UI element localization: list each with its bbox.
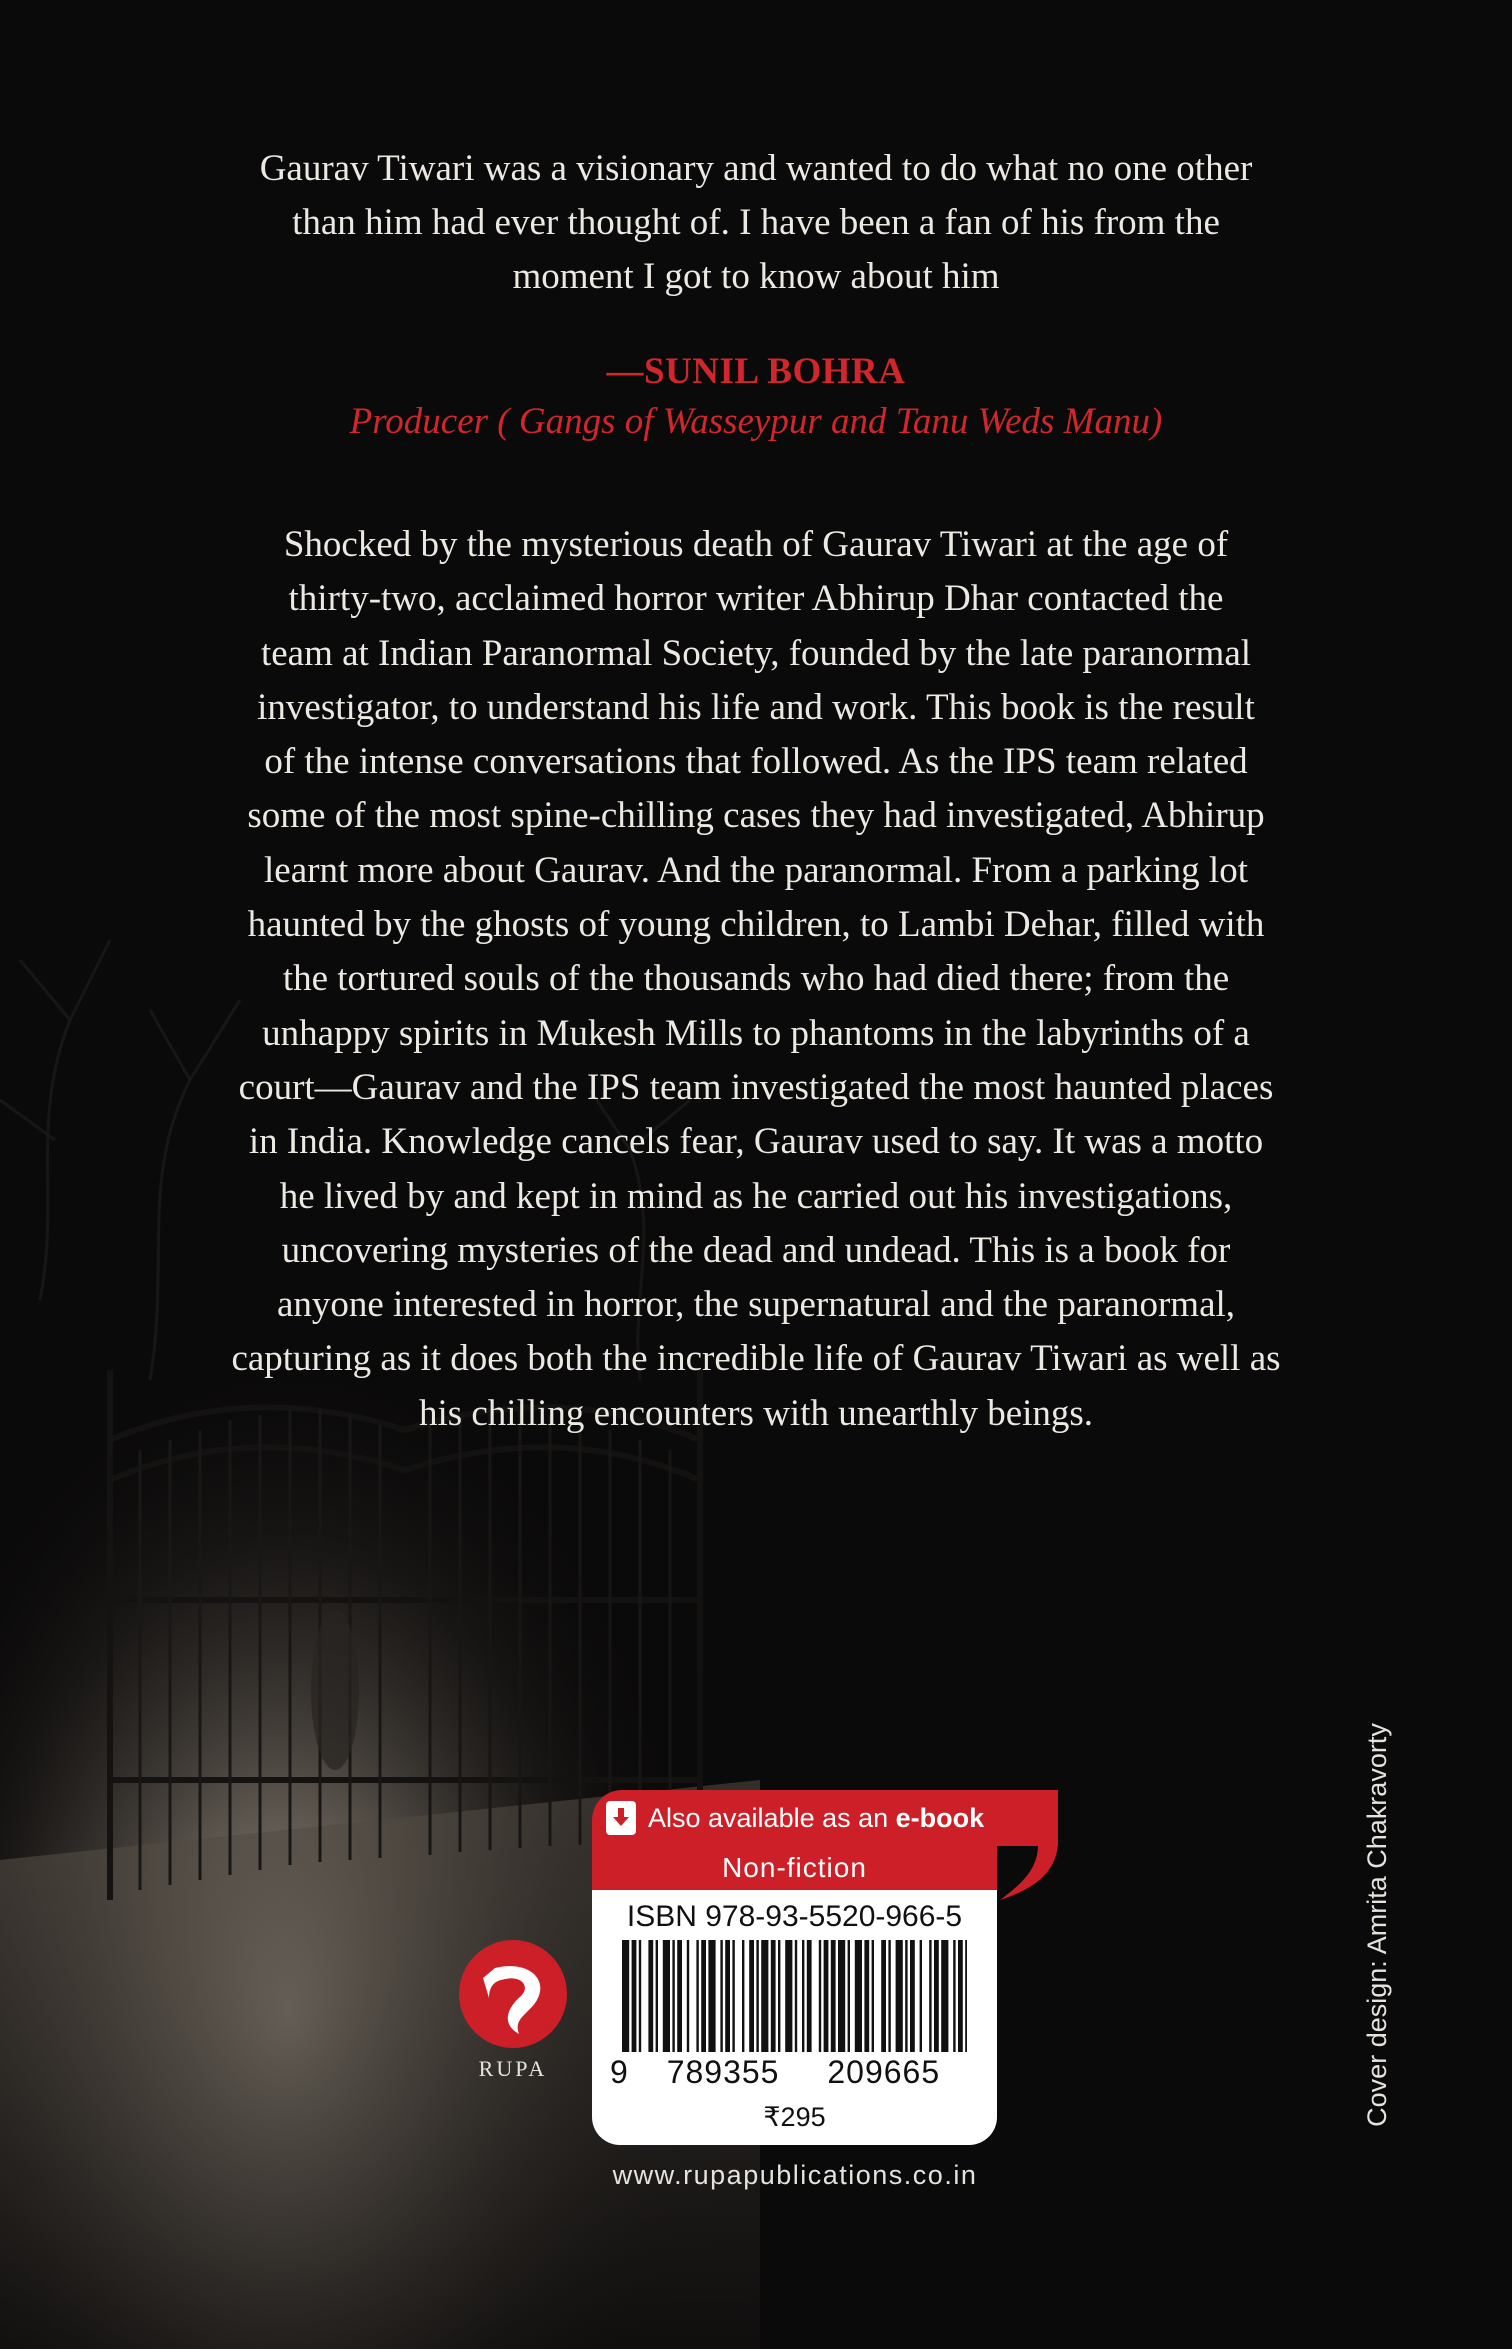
- barcode-bar: [910, 1940, 915, 2052]
- barcode-digit-lead: 9: [610, 2054, 629, 2090]
- barcode-digits: [610, 2054, 982, 2091]
- quote-line: moment I got to know about him: [512, 256, 1000, 297]
- quote-line: Gaurav Tiwari was a visionary and wanted to do what no one other: [259, 148, 1253, 189]
- endorsement-quote: [0, 142, 1512, 304]
- publisher-website[interactable]: www.rupapublications.co.in: [612, 2160, 978, 2190]
- blurb-line: the tortured souls of the thousands who had died there; from the: [282, 958, 1230, 1000]
- blurb-line: capturing as it does both the incredible life of Gaurav Tiwari as well as: [231, 1338, 1281, 1380]
- blurb-line: thirty-two, acclaimed horror writer Abhirup Dhar contacted the: [288, 578, 1224, 620]
- price: ₹295: [763, 2102, 826, 2132]
- barcode-digits-left: 789355: [666, 2054, 780, 2090]
- ebook-prefix: Also available as an: [648, 1802, 896, 1833]
- publisher-name: RUPA: [478, 2056, 548, 2081]
- blurb-line: team at Indian Paranormal Society, founded by the late paranormal: [260, 632, 1252, 674]
- blurb-line: in India. Knowledge cancels fear, Gaurav used to say. It was a motto: [248, 1121, 1264, 1163]
- barcode-bar: [864, 1940, 869, 2052]
- barcode-bar: [756, 1940, 758, 2052]
- barcode-bar: [771, 1940, 776, 2052]
- barcode-bar: [855, 1940, 862, 2052]
- quote-line: than him had ever thought of. I have been a fan of his from the: [292, 202, 1220, 243]
- genre-label: Non-fiction: [592, 1846, 997, 1890]
- ebook-banner: [592, 1790, 1058, 1846]
- barcode-bar: [749, 1940, 754, 2052]
- barcode-bar: [732, 1940, 734, 2052]
- ebook-emphasis: e-book: [895, 1802, 985, 1833]
- blurb-line: learnt more about Gaurav. And the paranormal. From a parking lot: [264, 849, 1248, 891]
- barcode-bar: [953, 1940, 955, 2052]
- blurb-line: uncovering mysteries of the dead and undead. This is a book for: [281, 1229, 1231, 1271]
- barcode-bar: [802, 1940, 804, 2052]
- barcode-bar: [929, 1940, 931, 2052]
- barcode-bar: [905, 1940, 907, 2052]
- barcode-bar: [934, 1940, 939, 2052]
- barcode-bar: [872, 1940, 874, 2052]
- download-icon: [606, 1801, 636, 1835]
- barcode: [622, 1940, 967, 2052]
- blurb-line: anyone interested in horror, the supernatural and the paranormal,: [276, 1284, 1236, 1326]
- barcode-bar: [761, 1940, 768, 2052]
- barcode-bar: [632, 1940, 637, 2052]
- cover-design-credit: Cover design: Amrita Chakravorty: [1362, 1723, 1392, 2127]
- blurb-line: some of the most spine-chilling cases they had investigated, Abhirup: [247, 795, 1265, 837]
- barcode-bar: [824, 1940, 829, 2052]
- barcode-bar: [896, 1940, 903, 2052]
- blurb-line: his chilling encounters with unearthly beings.: [418, 1392, 1094, 1434]
- barcode-bar: [831, 1940, 836, 2052]
- ebook-text: [648, 1803, 984, 1834]
- barcode-bar: [677, 1940, 682, 2052]
- barcode-bar: [838, 1940, 845, 2052]
- barcode-bar: [965, 1940, 967, 2052]
- isbn-label: ISBN 978-93-5520-966-5: [626, 1900, 963, 1933]
- barcode-bar: [720, 1940, 722, 2052]
- barcode-bar: [708, 1940, 715, 2052]
- blurb-line: Shocked by the mysterious death of Gaurav Tiwari at the age of: [283, 524, 1229, 565]
- barcode-bar: [742, 1940, 744, 2052]
- barcode-bar: [725, 1940, 730, 2052]
- quote-author: —SUNIL BOHRA: [606, 351, 906, 392]
- barcode-bar: [888, 1940, 890, 2052]
- barcode-bar: [648, 1940, 653, 2052]
- barcode-bar: [687, 1940, 689, 2052]
- barcode-bar: [920, 1940, 922, 2052]
- barcode-bar: [807, 1940, 812, 2052]
- barcode-card: [592, 1890, 997, 2145]
- barcode-bar: [622, 1940, 629, 2052]
- barcode-bar: [701, 1940, 706, 2052]
- blurb-line: he lived by and kept in mind as he carried out his investigations,: [279, 1175, 1233, 1217]
- barcode-bar: [848, 1940, 850, 2052]
- blurb-line: of the intense conversations that followed. As the IPS team related: [264, 741, 1248, 783]
- barcode-bar: [881, 1940, 886, 2052]
- barcode-bar: [795, 1940, 797, 2052]
- blurb-line: court—Gaurav and the IPS team investigated the most haunted places: [238, 1066, 1274, 1108]
- blurb-line: haunted by the ghosts of young children, to Lambi Dehar, filled with: [247, 904, 1265, 946]
- barcode-digits-right: 209665: [827, 2054, 941, 2090]
- barcode-bar: [639, 1940, 641, 2052]
- barcode-bar: [656, 1940, 658, 2052]
- blurb-line: investigator, to understand his life and work. This book is the result: [257, 686, 1255, 728]
- barcode-bar: [663, 1940, 670, 2052]
- quote-author-role: Producer ( Gangs of Wasseypur and Tanu Weds Manu): [349, 401, 1163, 442]
- barcode-bar: [941, 1940, 948, 2052]
- rupa-logo: [457, 1938, 569, 2050]
- book-blurb: [0, 518, 1512, 1441]
- barcode-bar: [778, 1940, 780, 2052]
- barcode-bar: [958, 1940, 963, 2052]
- barcode-bar: [696, 1940, 698, 2052]
- barcode-bar: [672, 1940, 674, 2052]
- blurb-line: unhappy spirits in Mukesh Mills to phantoms in the labyrinths of a: [262, 1012, 1250, 1054]
- barcode-bar: [819, 1940, 821, 2052]
- barcode-bar: [785, 1940, 792, 2052]
